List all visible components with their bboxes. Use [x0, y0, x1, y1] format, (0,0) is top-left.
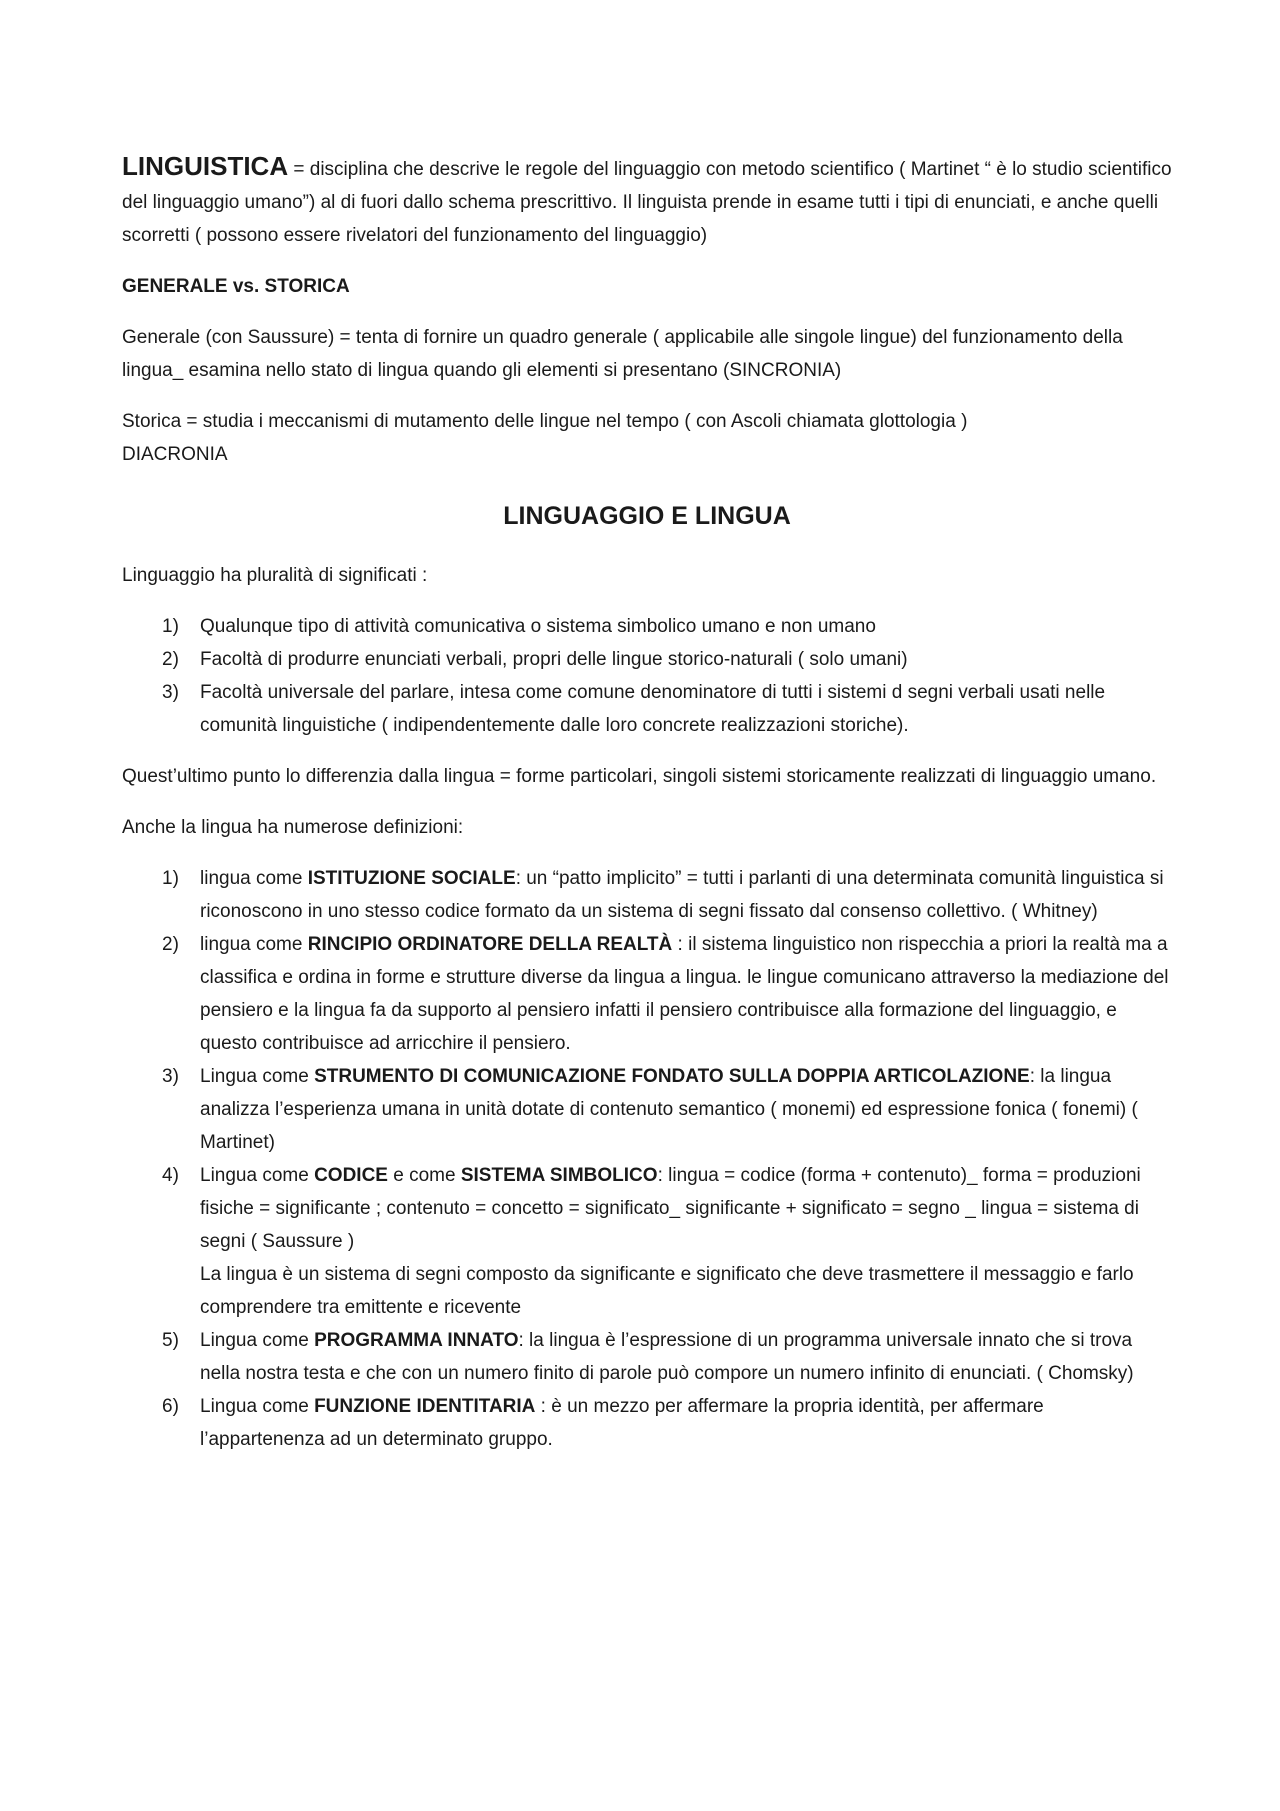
list-text: : un “patto implicito” = tutti i parlanti di una determinata comunità linguistica si riconoscono in uno stesso codice formato da un sistema di segni fissato dal consenso collettivo. ( Whitney) [200, 868, 1164, 922]
list-pre: Lingua come [200, 1330, 315, 1351]
linguaggio-list [122, 610, 1172, 742]
list-text: Facoltà di produrre enunciati verbali, propri delle lingue storico-naturali ( solo umani) [200, 649, 908, 670]
list-item [122, 643, 1172, 676]
list-term: CODICE [314, 1165, 388, 1186]
list-term: STRUMENTO DI COMUNICAZIONE FONDATO SULLA DOPPIA ARTICOLAZIONE [314, 1066, 1030, 1087]
list-item [122, 610, 1172, 643]
list-text: : la lingua è l’espressione di un programma universale innato che si trova nella nostra testa e che con un numero finito di parole può compore un numero infinito di enunciati. ( Chomsky) [200, 1330, 1134, 1384]
list-term: RINCIPIO ORDINATORE DELLA REALTÀ [307, 934, 673, 955]
list-mid: e come [387, 1165, 461, 1186]
lingua-intro: Anche la lingua ha numerose definizioni: [122, 817, 464, 838]
list-term: ISTITUZIONE SOCIALE [307, 868, 516, 889]
list-number: 6) [162, 1396, 179, 1417]
intro-term: LINGUISTICA [122, 151, 289, 181]
list-item [122, 1060, 1172, 1159]
linguaggio-intro: Linguaggio ha pluralità di significati : [122, 565, 428, 586]
storica-line1: Storica = studia i meccanismi di mutamento delle lingue nel tempo ( con Ascoli chiamata glottologia ) [122, 411, 968, 432]
list-term: FUNZIONE IDENTITARIA [314, 1396, 536, 1417]
list-text: : è un mezzo per affermare la propria identità, per affermare l’appartenenza ad un determinato gruppo. [200, 1396, 1044, 1450]
lingua-list [122, 862, 1172, 1456]
list-text: : la lingua analizza l’esperienza umana in unità dotate di contenuto semantico ( monemi) ed espressione fonica ( fonemi) ( Martinet) [200, 1066, 1138, 1153]
list-extra: La lingua è un sistema di segni composto da significante e significato che deve trasmettere il messaggio e farlo comprendere tra emittente e ricevente [200, 1264, 1134, 1318]
intro-text: = disciplina che descrive le regole del linguaggio con metodo scientifico ( Martinet “ è lo studio scientifico del linguaggio umano”) al di fuori dallo schema prescrittivo. Il linguista prende in esame tutti i tipi di enunciati, e anche quelli scorretti ( possono essere rivelatori del funzionamento del linguaggio) [122, 159, 1172, 246]
list-item [122, 676, 1172, 742]
storica-paragraph [122, 405, 1172, 471]
list-term-2: SISTEMA SIMBOLICO [460, 1165, 658, 1186]
document-page [122, 150, 1172, 1474]
list-item [122, 1159, 1172, 1324]
list-number: 3) [162, 682, 179, 703]
differenza-paragraph: Quest’ultimo punto lo differenzia dalla lingua = forme particolari, singoli sistemi storicamente realizzati di linguaggio umano. [122, 766, 1157, 787]
list-number: 2) [162, 934, 179, 955]
storica-line2: DIACRONIA [122, 444, 228, 465]
list-number: 2) [162, 649, 179, 670]
list-pre: Lingua come [200, 1396, 315, 1417]
list-number: 1) [162, 616, 179, 637]
generale-paragraph: Generale (con Saussure) = tenta di fornire un quadro generale ( applicabile alle singole lingue) del funzionamento della lingua_ esamina nello stato di lingua quando gli elementi si presentano (SINCRONIA) [122, 327, 1123, 381]
list-text: : lingua = codice (forma + contenuto)_ forma = produzioni fisiche = significante ; contenuto = concetto = significato_ significante + significato = segno _ lingua = sistema di segni ( Saussure ) [200, 1165, 1141, 1252]
subheading: GENERALE vs. STORICA [122, 276, 350, 297]
list-pre: lingua come [200, 868, 308, 889]
list-text: : il sistema linguistico non rispecchia a priori la realtà ma a classifica e ordina in forme e strutture diverse da lingua a lingua. le lingue comunicano attraverso la mediazione del pensiero e la lingua fa da supporto al pensiero infatti il pensiero contribuisce alla formazione del linguaggio, e questo contribuisce ad arricchire il pensiero. [200, 934, 1169, 1054]
list-number: 3) [162, 1066, 179, 1087]
list-item [122, 928, 1172, 1060]
intro-paragraph [122, 150, 1172, 252]
list-number: 5) [162, 1330, 179, 1351]
list-item [122, 1324, 1172, 1390]
list-text: Qualunque tipo di attività comunicativa o sistema simbolico umano e non umano [200, 616, 876, 637]
list-item [122, 862, 1172, 928]
list-pre: Lingua come [200, 1066, 315, 1087]
section-title: LINGUAGGIO E LINGUA [503, 502, 791, 530]
list-text: Facoltà universale del parlare, intesa come comune denominatore di tutti i sistemi d segni verbali usati nelle comunità linguistiche ( indipendentemente dalle loro concrete realizzazioni storiche). [200, 682, 1106, 736]
list-number: 1) [162, 868, 179, 889]
list-number: 4) [162, 1165, 179, 1186]
list-term: PROGRAMMA INNATO [314, 1330, 519, 1351]
list-pre: Lingua come [200, 1165, 315, 1186]
list-item [122, 1390, 1172, 1456]
list-pre: lingua come [200, 934, 308, 955]
